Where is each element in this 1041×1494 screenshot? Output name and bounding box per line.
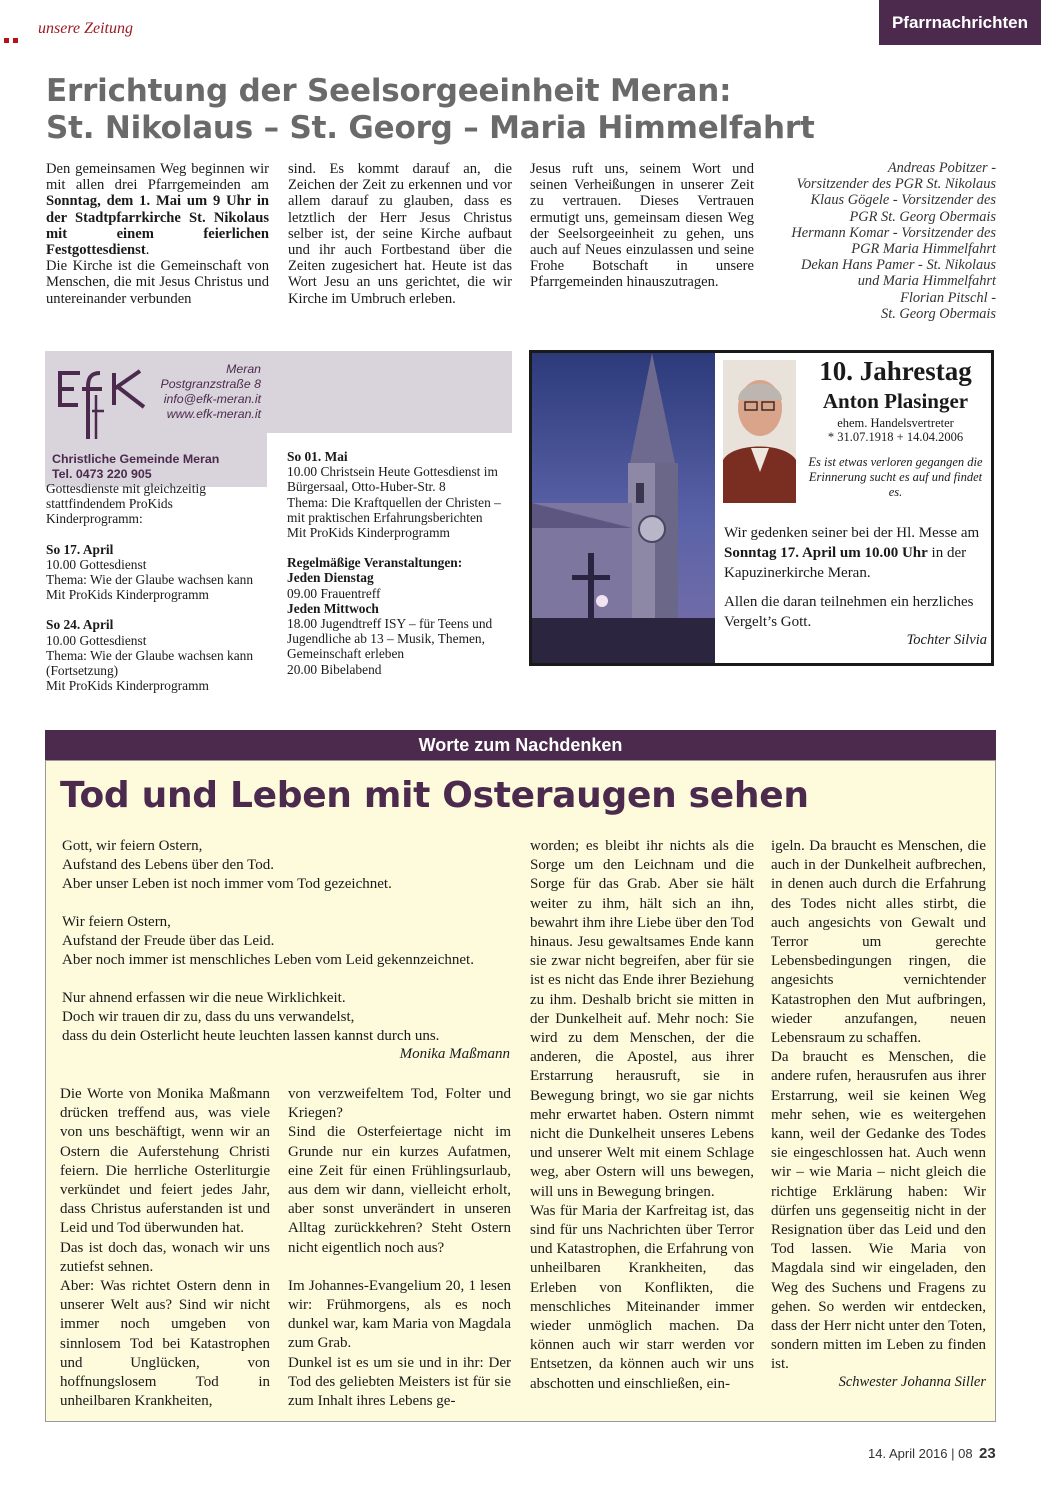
signer-line: PGR Maria Himmelfahrt [851,241,996,258]
article-headline [46,73,986,147]
efk-event [287,449,512,540]
signer-line: St. Georg Obermais [881,305,996,322]
worte-column-3 [530,837,754,1394]
headline-line-2: St. Nikolaus – St. Georg – Maria Himmelfahrt [46,110,815,146]
efk-regular-day: Jeden Dienstag [287,570,374,586]
page-number: 23 [979,1445,996,1462]
efk-left-column [46,481,268,708]
efk-event-line: Mit ProKids Kinderprogramm [46,587,209,603]
anniversary-name: Anton Plasinger [822,389,969,413]
efk-regular-line: 20.00 Bibelabend [287,661,382,677]
efk-regular-title: Regelmäßige Veranstaltungen: [287,555,463,571]
efk-event [46,617,268,693]
efk-regular-day: Jeden Mittwoch [287,600,379,616]
worte-paragraph: Sind die Osterfeiertage nicht im Grunde nur ein kurzes Aufatmen, eine Zeit für einen Frühlingsurlaub, aus dem wir dann, vielleicht erholt, aber sonst unverändert in unseren Alltag zurückkehren? Steht Ostern nicht eigentlich noch aus? [288,1124,511,1256]
col2-text: sind. Es kommt darauf an, die Zeichen der Zeit zu erkennen und vor allem darauf zu glauben, dass es letztlich der Herr Jesus Christus selber ist, der seine Kirche aufbaut und ihr auch Fortbestand über die Zeiten zugesichert hat. Heute ist das Wort Jesu an uns gerichtet, die wir Kirche im Umbruch erleben. [288,161,512,307]
efk-right-column [287,449,512,677]
headline-line-1: Errichtung der Seelsorgeeinheit Meran: [46,73,732,109]
worte-paragraph: von verzweifeltem Tod, Folter und Kriegen? [288,1086,511,1122]
poem-stanza [62,837,510,894]
anniversary-mass-text [724,523,988,583]
poem-stanza [62,913,510,970]
poem [62,837,510,1065]
signer-line: Klaus Gögele - Vorsitzender des [810,192,996,209]
anniv-text1-b: in der Kapuzinerkirche Meran. [724,545,967,581]
efk-event-line: Mit ProKids Kinderprogramm [46,678,209,694]
efk-address-line: www.efk-meran.it [166,407,261,421]
worte-paragraph: igeln. Da braucht es Menschen, die auch in der Dunkelheit aufbrechen, in denen auch durch die Erfahrung des Todes nicht alles stirbt, die auch angesichts von Gewalt und Terror um gerechte Lebensbedingungen ringen, die angesichts vernichtender Katastrophen den Mut aufbringen, wieder anzufangen, neuen Lebensraum zu schaffen. [771,838,986,1047]
anniversary-role: ehem. Handelsvertreter [837,416,954,430]
efk-event-line: Thema: Wie der Glaube wachsen kann [46,572,254,588]
brand-marks [4,30,22,48]
signer-line: PGR St. Georg Obermais [849,208,996,225]
efk-church-info [52,452,219,482]
poem-line: Aufstand der Freude über das Leid. [62,933,275,949]
poem-line: Aber unser Leben ist noch immer vom Tod gezeichnet. [62,876,392,892]
signer-line: und Maria Himmelfahrt [857,273,996,290]
worte-band: Worte zum Nachdenken [45,730,996,760]
article-column-2 [288,161,512,307]
signer-line: Andreas Pobitzer - [887,160,996,176]
efk-event-line: Thema: Die Kraftquellen der Christen – mit praktischen Erfahrungsberichten [287,494,501,525]
worte-column-2 [288,1085,511,1411]
paragraph-spacer [288,1258,511,1277]
worte-paragraph: Da braucht es Menschen, die andere rufen, herausrufen aus ihrer Erstarrung, weil sie keinen Weg mehr sehen, wie es weitergehen kann, weil der Gedanke des Todes sie eingeschlossen hat. Auch wenn wir – wie Maria – nicht gleich die richtige Erklärung haben: Wir dürfen uns gegenseitig nicht in der Resignation über das Leid und den Tod lassen. Wie Maria von Magdala sind wir eingeladen, den Weg des Suchens und Fragens zu gehen. So werden wir entdecken, dass der Herr nicht unter den Toten, sondern mitten im Leben zu finden ist. [771,1049,986,1373]
church-photo-image [532,353,715,663]
efk-address [160,362,261,422]
anniversary-signature: Tochter Silvia [906,632,987,648]
poem-line: Aufstand des Lebens über den Tod. [62,857,274,873]
efk-regular-line: 09.00 Frauentreff [287,585,381,601]
efk-event [46,542,268,603]
worte-paragraph: Das ist doch das, wonach wir uns zutiefst sehnen. [60,1239,270,1275]
signers-list [764,160,996,322]
anniversary-quote: Es ist etwas verloren gegangen die Erinnerung sucht es auf und findet es. [808,455,983,499]
efk-address-line: Postgranzstraße 8 [160,377,261,391]
col1-intro: Den gemeinsamen Weg beginnen wir mit allen drei Pfarrgemeinden am [46,161,269,194]
article-column-1 [46,161,269,307]
worte-paragraph: Die Worte von Monika Maßmann drücken treffend aus, was viele von uns beschäftigt, wenn wir an Ostern die Auferstehung Christi feiern. Die herrliche Osterliturgie verkündet und feiert jedes Jahr, dass Christus auferstanden ist und Leid und Tod überwunden hat. [60,1086,270,1237]
anniv-text1-a: Wir gedenken seiner bei der Hl. Messe am [724,525,980,541]
worte-paragraph: Im Johannes-Evangelium 20, 1 lesen wir: Frühmorgens, als es noch dunkel war, kam Maria von Magdala zum Grab. [288,1277,511,1352]
efk-intro: Gottesdienste mit gleichzeitig stattfindendem ProKids Kinderprogramm: [46,481,206,527]
poem-line: Nur ahnend erfassen wir die neue Wirklichkeit. [62,990,346,1006]
col1-end: . [145,242,150,259]
col3-text: Jesus ruft uns, seinem Wort und seinen Verheißungen in unserer Zeit zu vertrauen. Dieses Vertrauen ermutigt uns, gemeinsam diesen Weg der Seelsorgeeinheit zu gehen, uns auch auf Neues einzulassen und seine Frohe Botschaft in unsere Pfarrgemeinden hinauszutragen. [530,161,754,291]
efk-address-line: Meran [226,362,261,376]
efk-church-tel: Tel. 0473 220 905 [52,467,152,481]
poem-line: Wir feiern Ostern, [62,914,171,930]
poem-line: Aber noch immer ist menschliches Leben vom Leid gekennzeichnet. [62,952,474,968]
poem-author: Monika Maßmann [399,1046,510,1062]
poem-line: dass du dein Osterlicht heute leuchten lassen kannst durch uns. [62,1028,440,1044]
efk-event-date: So 01. Mai [287,449,348,464]
worte-paragraph: worden; es bleibt ihr nichts als die Sorge um den Leichnam und die Sorge für das Grab. Aber sie hält weiter zu ihm, hält sich an ihn, bewahrt ihm ihre Liebe über den Tod hinaus. Jesu gewaltsames Ende kann sie zwar nicht begreifen, aber für sie ist es nicht das Ende ihrer Beziehung zu ihm. Deshalb bricht sie mitten in der Dunkelheit auf. Mehr noch: Sie wird zu dem Menschen, der die anderen, die Apostel, aus ihrer Erstarrung herausruft, sie in Bewegung bringt, wo sie gar nichts mehr erwartet haben. Ostern nimmt nicht die Dunkelheit unseres Lebens und unserer Welt mit einem Schlage weg, aber Ostern will uns bewegen, will uns in Bewegung bringen. [530,838,754,1200]
efk-regular-line: 18.00 Jugendtreff ISY – für Teens und Jugendliche ab 13 – Musik, Themen, Gemeinschaft erleben [287,616,493,662]
efk-event-line: 10.00 Gottesdienst [46,556,147,572]
poem-line: Gott, wir feiern Ostern, [62,838,203,854]
efk-event-date: So 24. April [46,617,114,633]
worte-column-1 [60,1085,270,1411]
worte-title: Tod und Leben mit Osteraugen sehen [60,775,809,816]
efk-event-line: 10.00 Christsein Heute Gottesdienst im Bürgersaal, Otto-Huber-Str. 8 [287,464,498,495]
anniversary-title: 10. Jahrestag [819,356,972,386]
portrait-photo-image [723,360,796,503]
efk-event-date: So 17. April [46,541,114,557]
efk-event-line: 10.00 Gottesdienst [46,632,147,648]
anniversary-thanks-text: Allen die daran teilnehmen ein herzliches Vergelt’s Gott. [724,594,974,630]
anniv-text1-bold: Sonntag 17. April um 10.00 Uhr [724,545,928,561]
worte-column-4 [771,837,986,1375]
efk-address-line: info@efk-meran.it [163,392,261,406]
poem-stanza [62,989,510,1046]
signer-line: Vorsitzender des PGR St. Nikolaus [796,176,996,193]
poem-line: Doch wir trauen dir zu, dass du uns verwandelst, [62,1009,355,1025]
worte-signature: Schwester Johanna Siller [838,1374,986,1390]
efk-church-name: Christliche Gemeinde Meran [52,452,220,466]
brand-logo: unsere Zeitung [38,20,133,37]
col1-bold: Sonntag, dem 1. Mai um 9 Uhr in der Stadtpfarrkirche St. Nikolaus mit einem feierlichen Festgottesdienst [46,193,269,259]
efk-event-line: Mit ProKids Kinderprogramm [287,525,450,541]
signer-line: Dekan Hans Pamer - St. Nikolaus [800,257,996,274]
worte-paragraph: Was für Maria der Karfreitag ist, das sind für uns Nachrichten über Terror und Katastrophen, die Erfahrung von unheilbaren Krankheiten, das Erleben von Konflikten, die menschliches Miteinander immer wieder unmöglich machen. Da können auch wir starr werden vor Entsetzen, da können auch wir uns abschotten und einschließen, ein- [530,1202,754,1392]
footer-date: 14. April 2016 | 08 [868,1446,973,1461]
article-column-3 [530,161,754,291]
efk-event-line: Thema: Wie der Glaube wachsen kann (Fortsetzung) [46,647,254,679]
efk-logo-icon [52,359,162,441]
signer-line: Florian Pitschl - [900,289,996,306]
section-tab: Pfarrnachrichten [879,0,1041,45]
col1-paragraph-2: Die Kirche ist die Gemeinschaft von Menschen, die mit Jesus Christus und untereinander verbunden [46,258,269,307]
signer-line: Hermann Komar - Vorsitzender des [791,224,996,241]
worte-paragraph: Dunkel ist es um sie und in ihr: Der Tod des geliebten Meisters ist für sie zum Inhalt ihres Lebens ge- [288,1354,511,1410]
worte-paragraph: Aber: Was richtet Ostern denn in unserer Welt aus? Sind wir nicht immer noch umgeben von sinnlosem Tod bei Katastrophen und Unglücken, von hoffnungslosem Tod in unheilbaren Krankheiten, [60,1278,270,1410]
anniversary-dates: * 31.07.1918 + 14.04.2006 [827,430,964,444]
